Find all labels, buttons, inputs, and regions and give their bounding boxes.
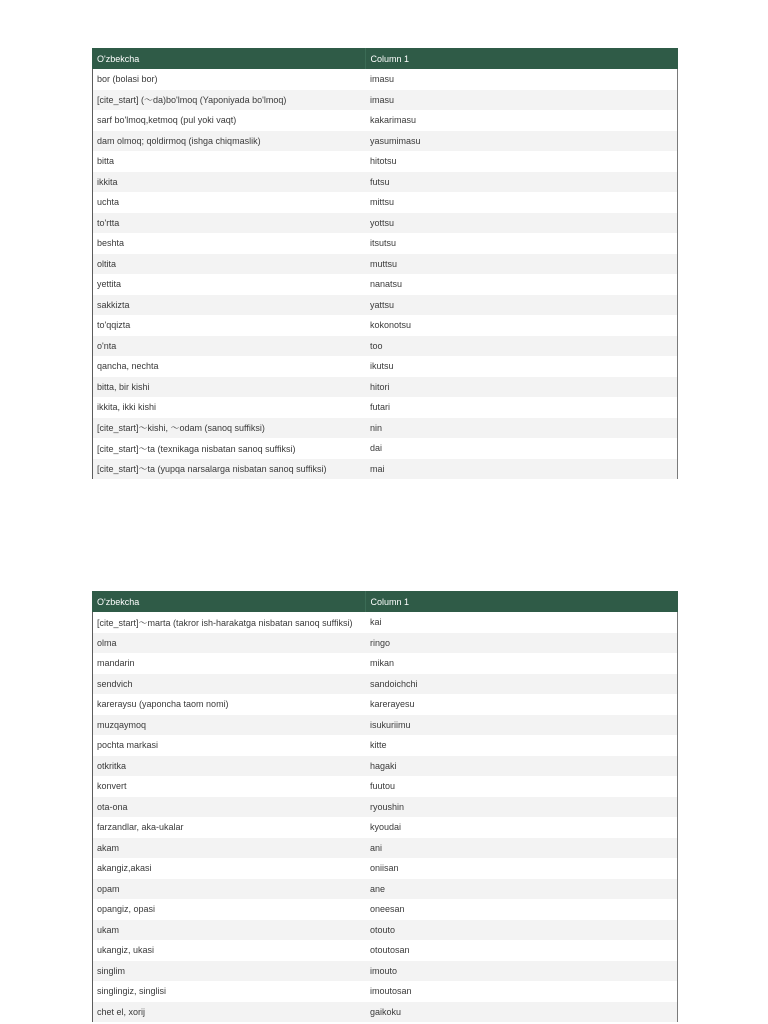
cell-romaji: itsutsu xyxy=(365,233,678,254)
table-row xyxy=(92,438,678,459)
column-header-uzbek: O'zbekcha xyxy=(92,591,365,612)
cell-uzbek: akam xyxy=(92,838,365,859)
table-body xyxy=(92,612,678,1022)
cell-romaji: kyoudai xyxy=(365,817,678,838)
table-row xyxy=(92,940,678,961)
cell-uzbek: konvert xyxy=(92,776,365,797)
cell-uzbek: singlingiz, singlisi xyxy=(92,981,365,1002)
table-row xyxy=(92,961,678,982)
cell-romaji: mikan xyxy=(365,653,678,674)
table-header-row xyxy=(92,48,678,69)
cell-uzbek: chet el, xorij xyxy=(92,1002,365,1023)
cell-romaji: dai xyxy=(365,438,678,459)
cell-uzbek: [cite_start]〜kishi, 〜odam (sanoq suffiksi) xyxy=(92,418,365,439)
cell-uzbek: singlim xyxy=(92,961,365,982)
cell-romaji: hitotsu xyxy=(365,151,678,172)
cell-romaji: oniisan xyxy=(365,858,678,879)
cell-romaji: too xyxy=(365,336,678,357)
cell-uzbek: ukam xyxy=(92,920,365,941)
cell-romaji: ringo xyxy=(365,633,678,654)
table-row xyxy=(92,90,678,111)
table-row xyxy=(92,418,678,439)
cell-uzbek: sakkizta xyxy=(92,295,365,316)
table-row xyxy=(92,797,678,818)
table-row xyxy=(92,735,678,756)
cell-uzbek: sendvich xyxy=(92,674,365,695)
table-row xyxy=(92,879,678,900)
table-row xyxy=(92,899,678,920)
vocabulary-table-grid xyxy=(92,48,678,479)
cell-romaji: hitori xyxy=(365,377,678,398)
cell-romaji: karerayesu xyxy=(365,694,678,715)
cell-romaji: fuutou xyxy=(365,776,678,797)
table-row xyxy=(92,172,678,193)
table-row xyxy=(92,397,678,418)
table-row xyxy=(92,356,678,377)
cell-uzbek: bor (bolasi bor) xyxy=(92,69,365,90)
table-row xyxy=(92,192,678,213)
cell-romaji: futari xyxy=(365,397,678,418)
cell-uzbek: to'rtta xyxy=(92,213,365,234)
cell-romaji: ryoushin xyxy=(365,797,678,818)
table-row xyxy=(92,233,678,254)
cell-uzbek: dam olmoq; qoldirmoq (ishga chiqmaslik) xyxy=(92,131,365,152)
table-row xyxy=(92,254,678,275)
cell-uzbek: uchta xyxy=(92,192,365,213)
cell-uzbek: [cite_start]〜ta (yupqa narsalarga nisbatan sanoq suffiksi) xyxy=(92,459,365,480)
table-right-edge xyxy=(677,612,678,1022)
vocabulary-table-1 xyxy=(92,48,678,479)
table-row xyxy=(92,110,678,131)
cell-uzbek: qancha, nechta xyxy=(92,356,365,377)
cell-romaji: isukuriimu xyxy=(365,715,678,736)
cell-uzbek: oltita xyxy=(92,254,365,275)
cell-uzbek: ikkita, ikki kishi xyxy=(92,397,365,418)
vocabulary-table-2 xyxy=(92,591,678,1022)
table-row xyxy=(92,459,678,480)
cell-romaji: kokonotsu xyxy=(365,315,678,336)
table-row xyxy=(92,612,678,633)
table-row xyxy=(92,274,678,295)
cell-uzbek: yettita xyxy=(92,274,365,295)
cell-uzbek: bitta, bir kishi xyxy=(92,377,365,398)
cell-uzbek: to'qqizta xyxy=(92,315,365,336)
cell-romaji: mai xyxy=(365,459,678,480)
table-row xyxy=(92,694,678,715)
cell-uzbek: pochta markasi xyxy=(92,735,365,756)
cell-romaji: otoutosan xyxy=(365,940,678,961)
cell-romaji: nin xyxy=(365,418,678,439)
cell-romaji: yasumimasu xyxy=(365,131,678,152)
table-row xyxy=(92,131,678,152)
cell-romaji: imouto xyxy=(365,961,678,982)
cell-uzbek: sarf bo'lmoq,ketmoq (pul yoki vaqt) xyxy=(92,110,365,131)
vocabulary-table-grid xyxy=(92,591,678,1022)
cell-uzbek: kareraysu (yaponcha taom nomi) xyxy=(92,694,365,715)
cell-uzbek: ukangiz, ukasi xyxy=(92,940,365,961)
table-row xyxy=(92,920,678,941)
cell-romaji: kakarimasu xyxy=(365,110,678,131)
table-row xyxy=(92,336,678,357)
cell-uzbek: o'nta xyxy=(92,336,365,357)
cell-romaji: imasu xyxy=(365,90,678,111)
table-row xyxy=(92,817,678,838)
table-header-row xyxy=(92,591,678,612)
table-body xyxy=(92,69,678,479)
cell-romaji: ikutsu xyxy=(365,356,678,377)
cell-uzbek: farzandlar, aka-ukalar xyxy=(92,817,365,838)
table-row xyxy=(92,653,678,674)
cell-romaji: muttsu xyxy=(365,254,678,275)
cell-romaji: nanatsu xyxy=(365,274,678,295)
cell-uzbek: muzqaymoq xyxy=(92,715,365,736)
cell-romaji: futsu xyxy=(365,172,678,193)
table-row xyxy=(92,674,678,695)
table-row xyxy=(92,756,678,777)
cell-romaji: yottsu xyxy=(365,213,678,234)
column-header-column-1: Column 1 xyxy=(365,591,678,612)
table-row xyxy=(92,858,678,879)
table-row xyxy=(92,838,678,859)
cell-uzbek: [cite_start] (〜da)bo'lmoq (Yaponiyada bo'lmoq) xyxy=(92,90,365,111)
cell-uzbek: opangiz, opasi xyxy=(92,899,365,920)
cell-uzbek: [cite_start]〜ta (texnikaga nisbatan sanoq suffiksi) xyxy=(92,438,365,459)
cell-uzbek: otkritka xyxy=(92,756,365,777)
table-left-edge xyxy=(92,612,93,1022)
cell-uzbek: bitta xyxy=(92,151,365,172)
table-left-edge xyxy=(92,69,93,479)
table-row xyxy=(92,295,678,316)
cell-uzbek: [cite_start]〜marta (takror ish-harakatga nisbatan sanoq suffiksi) xyxy=(92,612,365,633)
table-right-edge xyxy=(677,69,678,479)
table-row xyxy=(92,633,678,654)
cell-uzbek: beshta xyxy=(92,233,365,254)
cell-uzbek: olma xyxy=(92,633,365,654)
cell-romaji: gaikoku xyxy=(365,1002,678,1023)
cell-uzbek: ikkita xyxy=(92,172,365,193)
cell-uzbek: akangiz,akasi xyxy=(92,858,365,879)
cell-romaji: kai xyxy=(365,612,678,633)
cell-uzbek: ota-ona xyxy=(92,797,365,818)
cell-romaji: otouto xyxy=(365,920,678,941)
cell-romaji: oneesan xyxy=(365,899,678,920)
cell-romaji: imoutosan xyxy=(365,981,678,1002)
cell-uzbek: opam xyxy=(92,879,365,900)
cell-romaji: sandoichchi xyxy=(365,674,678,695)
table-row xyxy=(92,213,678,234)
cell-romaji: mittsu xyxy=(365,192,678,213)
cell-romaji: ani xyxy=(365,838,678,859)
column-header-column-1: Column 1 xyxy=(365,48,678,69)
table-row xyxy=(92,315,678,336)
column-header-uzbek: O'zbekcha xyxy=(92,48,365,69)
cell-romaji: yattsu xyxy=(365,295,678,316)
table-row xyxy=(92,69,678,90)
table-row xyxy=(92,981,678,1002)
table-row xyxy=(92,377,678,398)
table-row xyxy=(92,715,678,736)
table-row xyxy=(92,151,678,172)
table-row xyxy=(92,776,678,797)
cell-romaji: kitte xyxy=(365,735,678,756)
table-row xyxy=(92,1002,678,1023)
cell-romaji: imasu xyxy=(365,69,678,90)
cell-romaji: ane xyxy=(365,879,678,900)
cell-romaji: hagaki xyxy=(365,756,678,777)
cell-uzbek: mandarin xyxy=(92,653,365,674)
